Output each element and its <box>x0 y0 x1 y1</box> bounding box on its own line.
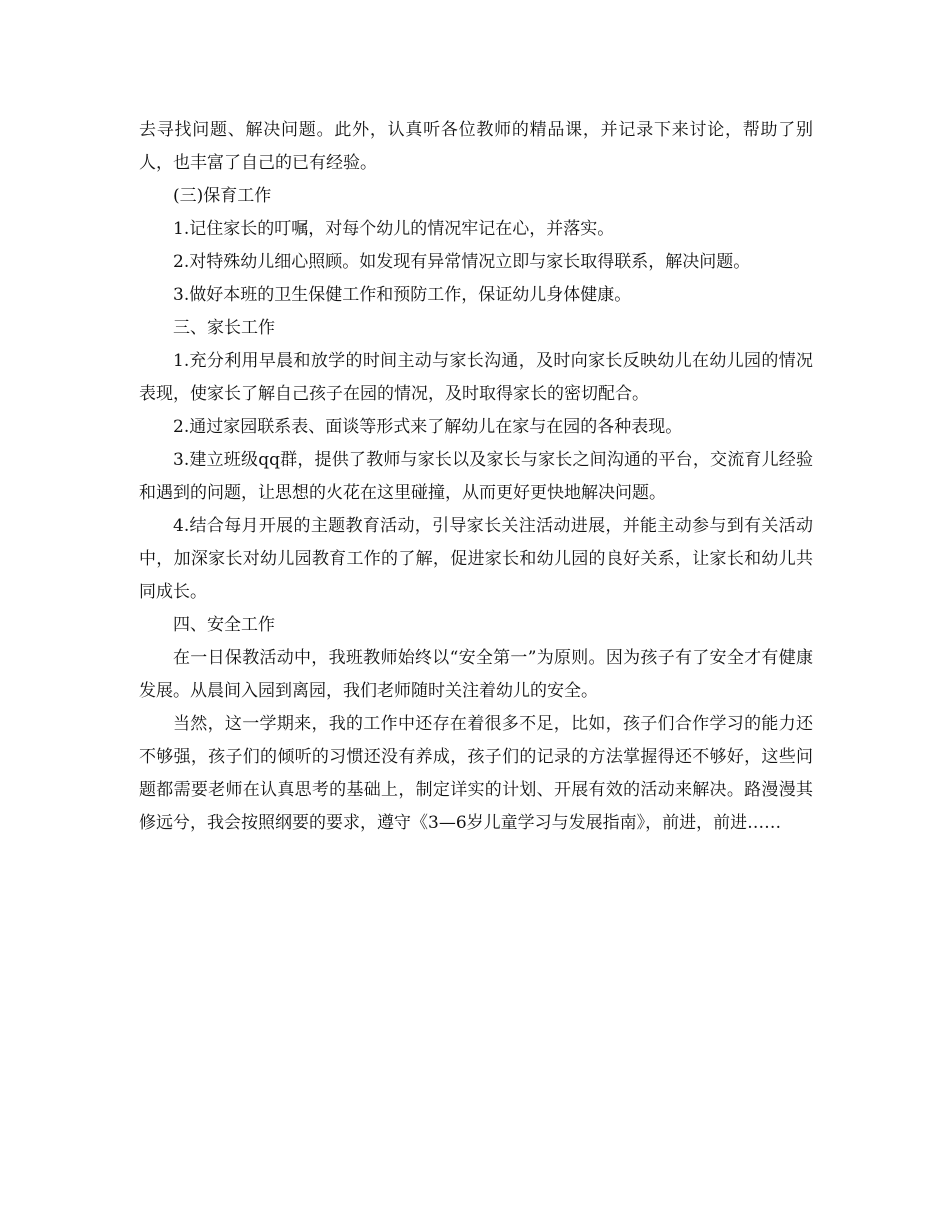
list-item-parent-1: 1.充分利用早晨和放学的时间主动与家长沟通，及时向家长反映幼儿在幼儿园的情况表现，使家长了解自己孩子在园的情况，及时取得家长的密切配合。 <box>139 351 813 404</box>
paragraph-continuation: 去寻找问题、解决问题。此外，认真听各位教师的精品课，并记录下来讨论，帮助了别人，也丰富了自己的已有经验。 <box>139 120 813 173</box>
list-item-childcare-1: 1.记住家长的叮嘱，对每个幼儿的情况牢记在心，并落实。 <box>173 219 615 239</box>
list-item-parent-2: 2.通过家园联系表、面谈等形式来了解幼儿在家与在园的各种表现。 <box>173 417 683 437</box>
list-item-parent-4: 4.结合每月开展的主题教育活动，引导家长关注活动进展，并能主动参与到有关活动中，加深家长对幼儿园教育工作的了解，促进家长和幼儿园的良好关系，让家长和幼儿共同成长。 <box>139 516 813 602</box>
list-item-childcare-3: 3.做好本班的卫生保健工作和预防工作，保证幼儿身体健康。 <box>173 285 632 305</box>
document-page <box>139 114 813 840</box>
heading-safety-work: 四、安全工作 <box>173 615 275 635</box>
heading-parent-work: 三、家长工作 <box>173 318 275 338</box>
list-item-parent-3: 3.建立班级qq群，提供了教师与家长以及家长与家长之间沟通的平台，交流育儿经验和遇到的问题，让思想的火花在这里碰撞，从而更好更快地解决问题。 <box>139 450 813 503</box>
paragraph-safety: 在一日保教活动中，我班教师始终以“安全第一”为原则。因为孩子有了安全才有健康发展。从晨间入园到离园，我们老师随时关注着幼儿的安全。 <box>139 648 813 701</box>
heading-childcare-work: (三)保育工作 <box>173 186 272 206</box>
list-item-childcare-2: 2.对特殊幼儿细心照顾。如发现有异常情况立即与家长取得联系，解决问题。 <box>173 252 751 272</box>
paragraph-conclusion: 当然，这一学期来，我的工作中还存在着很多不足，比如，孩子们合作学习的能力还不够强，孩子们的倾听的习惯还没有养成，孩子们的记录的方法掌握得还不够好，这些问题都需要老师在认真思考的基础上，制定详实的计划、开展有效的活动来解决。路漫漫其修远兮，我会按照纲要的要求，遵守《3—6岁儿童学习与发展指南》，前进，前进…… <box>139 714 813 833</box>
